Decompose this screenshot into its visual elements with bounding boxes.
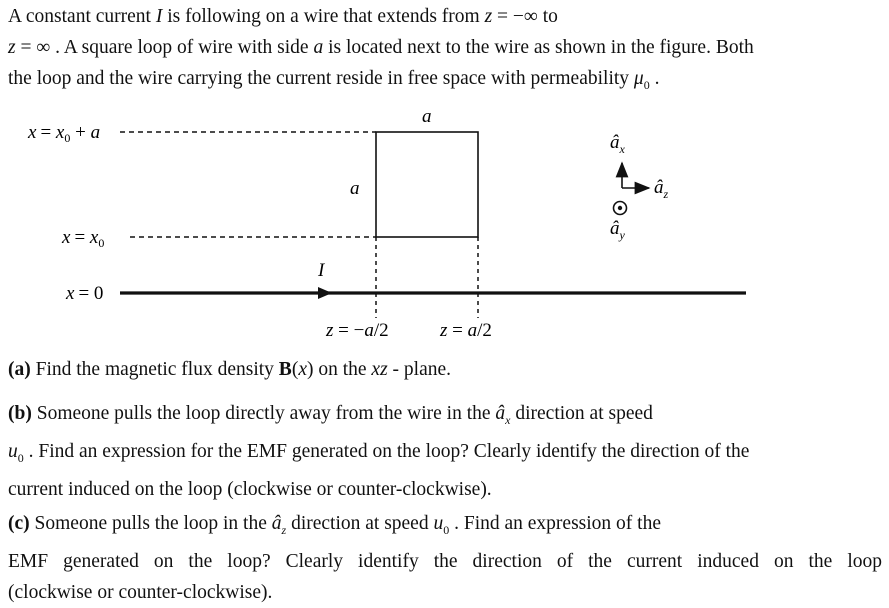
axis-y-out-of-page-dot	[618, 206, 622, 210]
problem-statement	[8, 1, 882, 101]
intro-line-2: z = ∞ . A square loop of wire with side a is located next to the wire as shown in the figure. Both	[8, 37, 754, 58]
loop-side-label-top: a	[422, 106, 432, 127]
unit-vector-x-label: $â_x$	[610, 132, 625, 156]
question-a	[8, 354, 882, 385]
current-direction-arrow	[318, 287, 332, 299]
label-x-equals-x0-plus-a: $x = x_0 + a$	[28, 122, 101, 145]
question-b-line-3: current induced on the loop (clockwise or counter-clockwise).	[8, 478, 492, 500]
intro-line-1: A constant current I is following on a wire that extends from z = −∞ to	[8, 6, 558, 27]
unit-vector-y-label: $â_y$	[610, 218, 625, 242]
label-x-equals-x0: $x = x_0$	[62, 227, 105, 250]
square-loop	[376, 132, 478, 237]
question-a-line: (a) Find the magnetic flux density B(x) on the xz - plane.	[8, 359, 452, 380]
unit-vector-z-label: $â_z$	[654, 177, 669, 201]
wire-loop-figure	[0, 100, 889, 350]
question-c-line-1: (c) Someone pulls the loop in the $â_z$ direction at speed $u_0$ . Find an expression of the	[8, 513, 661, 537]
question-c	[8, 508, 882, 608]
intro-line-3: the loop and the wire carrying the current reside in free space with permeability $\mu_0$ .	[8, 68, 660, 92]
label-z-plus-a-half: z = a/2	[440, 320, 492, 341]
question-b	[8, 398, 882, 505]
current-label: I	[318, 260, 325, 281]
question-b-line-2: $u_0$ . Find an expression for the EMF generated on the loop? Clearly identify the direction of the	[8, 440, 750, 465]
question-c-line-2: EMF generated on the loop? Clearly identify the direction of the current induced on the loop	[8, 550, 882, 572]
label-z-minus-a-half: z = −a/2	[326, 320, 389, 341]
label-x-equals-0: x = 0	[66, 283, 104, 304]
question-c-line-3: (clockwise or counter-clockwise).	[8, 581, 273, 603]
question-b-line-1: (b) Someone pulls the loop directly away from the wire in the $â_x$ direction at speed	[8, 403, 653, 427]
loop-side-label-left: a	[350, 178, 360, 199]
